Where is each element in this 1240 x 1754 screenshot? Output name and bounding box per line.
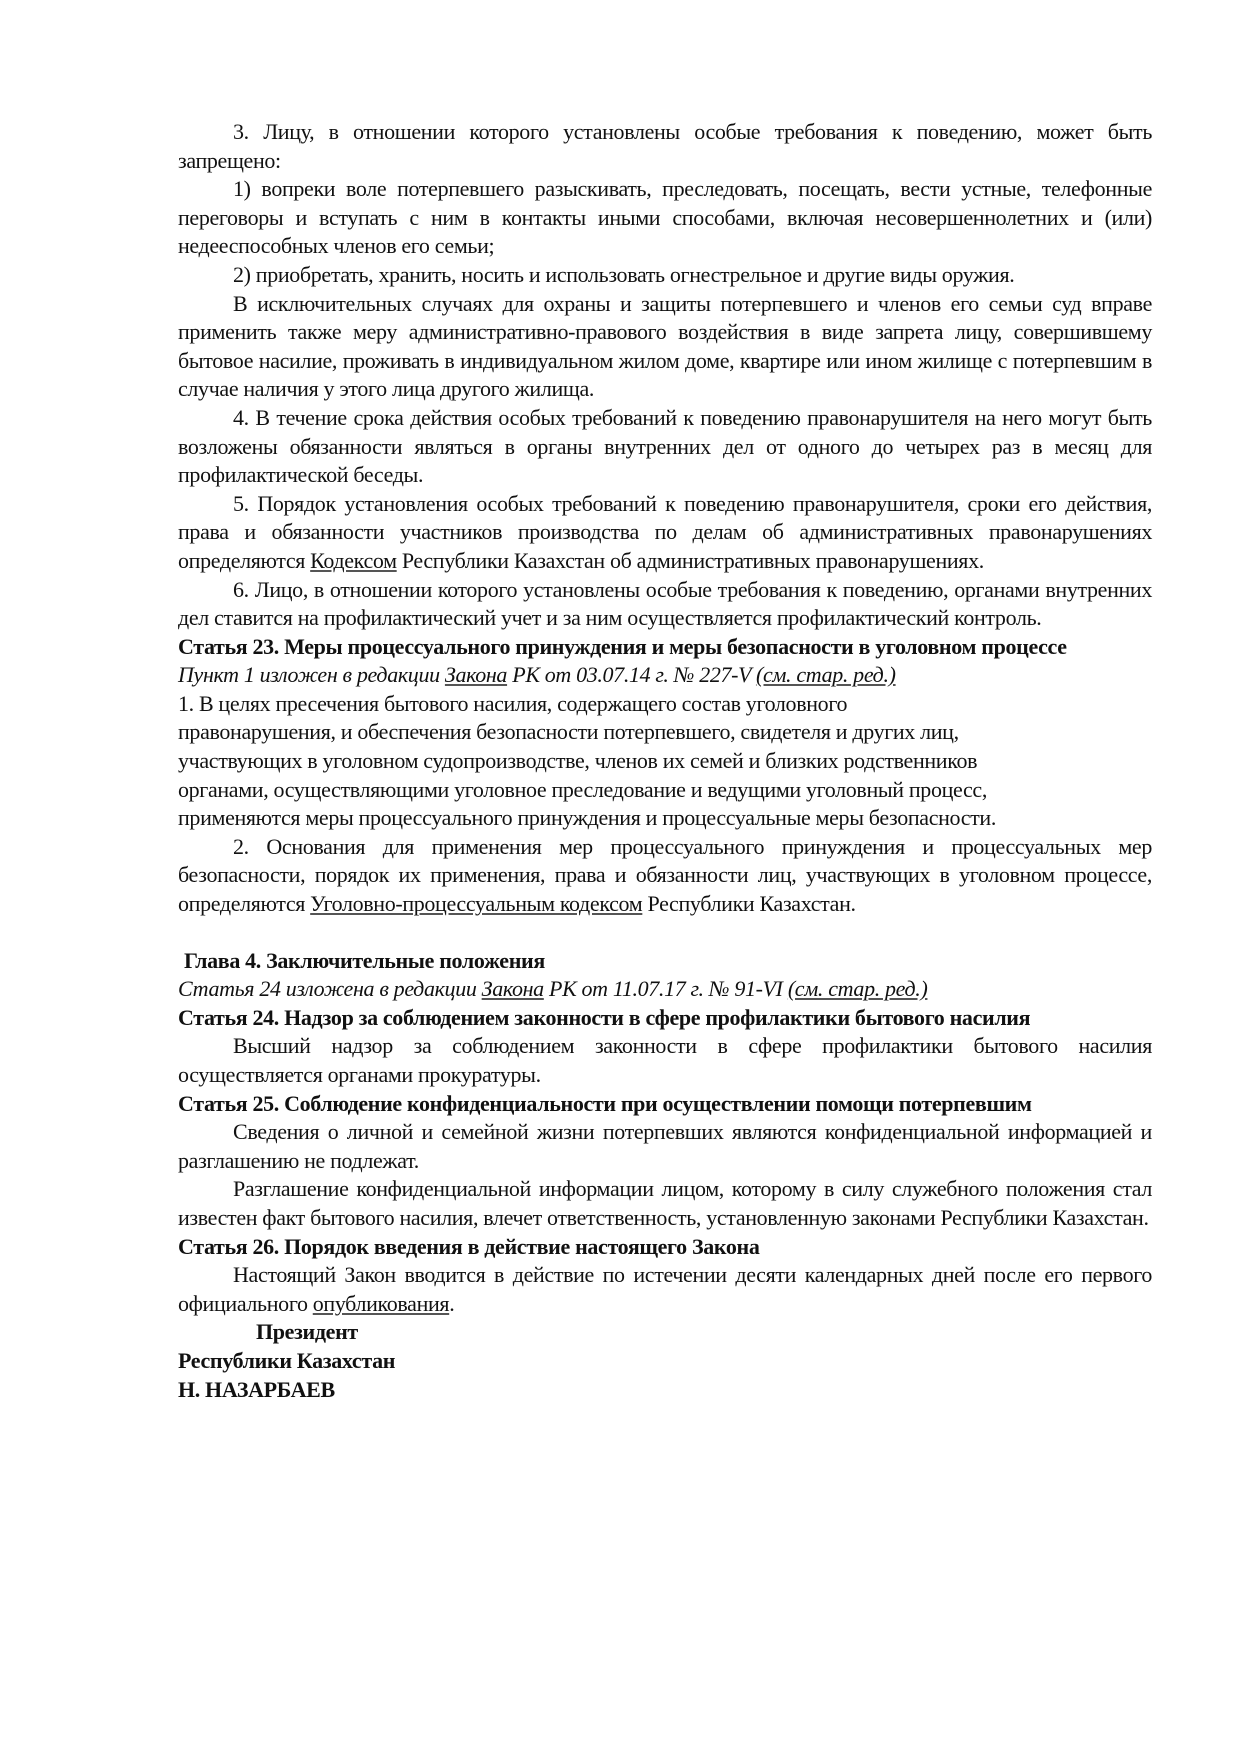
signature-name: Н. НАЗАРБАЕВ	[178, 1376, 335, 1402]
signature-title: Президент	[256, 1319, 358, 1345]
old-edition-link[interactable]: (см. стар. ред.)	[787, 976, 928, 1002]
article-23-p2-text-before: 2. Основания для применения мер процессуального принуждения и процессуальных мер безопасности, порядок их применения, права и обязанности лиц, участвующих в уголовном процессе, определяются	[178, 833, 1152, 917]
article-24-title: Статья 24. Надзор за соблюдением законности в сфере профилактики бытового насилия	[178, 1004, 1031, 1030]
note-text-before: Статья 24 изложена в редакции	[178, 976, 482, 1002]
article-25-paragraph-2: Разглашение конфиденциальной информации лицом, которому в силу служебного положения стал известен факт бытового насилия, влечет ответственность, установленную законами Республики Казахстан.	[178, 1176, 1152, 1230]
paragraph-3-exception: В исключительных случаях для охраны и защиты потерпевшего и членов его семьи суд вправе применить также меру административно-правового воздействия в виде запрета лицу, совершившему бытовое насилие, проживать в индивидуальном жилом доме, квартире или ином жилище с потерпевшим в случае наличия у этого лица другого жилища.	[178, 290, 1152, 402]
article-23-p1-line-1: 1. В целях пресечения бытового насилия, содержащего состав уголовного	[178, 690, 848, 716]
article-24-paragraph-1: Высший надзор за соблюдением законности в сфере профилактики бытового насилия осуществляется органами прокуратуры.	[178, 1033, 1152, 1087]
article-23-p1-line-2: правонарушения, и обеспечения безопасности потерпевшего, свидетеля и других лиц,	[178, 719, 959, 745]
article-23-p1-line-3: участвующих в уголовном судопроизводстве, членов их семей и близких родственников	[178, 748, 978, 774]
paragraph-3-intro: 3. Лицу, в отношении которого установлены особые требования к поведению, может быть запрещено:	[178, 119, 1152, 173]
old-edition-link[interactable]: (см. стар. ред.)	[755, 662, 896, 688]
signature-country: Республики Казахстан	[178, 1347, 396, 1373]
article-23-p1-line-4: органами, осуществляющими уголовное преследование и ведущими уголовный процесс,	[178, 776, 987, 802]
paragraph-6: 6. Лицо, в отношении которого установлены особые требования к поведению, органами внутренних дел ставится на профилактический учет и за ним осуществляется профилактический контроль.	[178, 576, 1152, 631]
paragraph-5	[178, 490, 1152, 576]
paragraph-3-item-1: 1) вопреки воле потерпевшего разыскивать, преследовать, посещать, вести устные, телефонные переговоры и вступать с ним в контакты иными способами, включая несовершеннолетних и (или) недееспособных членов его семьи;	[178, 176, 1152, 259]
article-23-p2-text-after: Республики Казахстан.	[642, 891, 856, 917]
paragraph-4: 4. В течение срока действия особых требований к поведению правонарушителя на него могут быть возложены обязанности являться в органы внутренних дел от одного до четырех раз в месяц для профилактической беседы.	[178, 404, 1152, 488]
law-link[interactable]: Закона	[481, 976, 544, 1002]
article-23-amendment-note	[178, 661, 1152, 690]
article-25-paragraph-1: Сведения о личной и семейной жизни потерпевших являются конфиденциальной информацией и разглашению не подлежат.	[178, 1119, 1152, 1173]
note-text-mid: РК от 11.07.17 г. № 91-VI	[543, 976, 788, 1002]
paragraph-5-text-after: Республики Казахстан об административных правонарушениях.	[396, 547, 984, 573]
codex-link[interactable]: Кодексом	[310, 547, 397, 573]
criminal-procedure-code-link[interactable]: Уголовно-процессуальным кодексом	[310, 891, 643, 917]
article-23-title: Статья 23. Меры процессуального принуждения и меры безопасности в уголовном процессе	[178, 633, 1067, 659]
article-26-title: Статья 26. Порядок введения в действие настоящего Закона	[178, 1233, 760, 1259]
paragraph-5-text-before: 5. Порядок установления особых требований к поведению правонарушителя, сроки его действия, права и обязанности участников производства по делам об административных правонарушениях определяются	[178, 490, 1152, 573]
publication-link[interactable]: опубликования	[312, 1290, 450, 1316]
chapter-4-title: Глава 4. Заключительные положения	[184, 947, 545, 973]
spacer	[178, 919, 1152, 947]
article-26-text-after: .	[449, 1290, 455, 1316]
article-23-p1-line-5: применяются меры процессуального принуждения и процессуальные меры безопасности.	[178, 805, 997, 831]
article-24-amendment-note	[178, 975, 1152, 1004]
article-23-paragraph-2	[178, 833, 1152, 919]
article-26-paragraph-1	[178, 1261, 1152, 1318]
document-page	[178, 118, 1152, 1404]
article-26-text-before: Настоящий Закон вводится в действие по истечении десяти календарных дней после его первого официального	[178, 1262, 1152, 1316]
paragraph-3-item-2: 2) приобретать, хранить, носить и использовать огнестрельное и другие виды оружия.	[233, 261, 1015, 287]
law-link[interactable]: Закона	[444, 662, 508, 688]
article-25-title: Статья 25. Соблюдение конфиденциальности при осуществлении помощи потерпевшим	[178, 1090, 1032, 1116]
note-text-before: Пункт 1 изложен в редакции	[178, 662, 445, 688]
note-text-mid: РК от 03.07.14 г. № 227-V	[507, 662, 756, 688]
